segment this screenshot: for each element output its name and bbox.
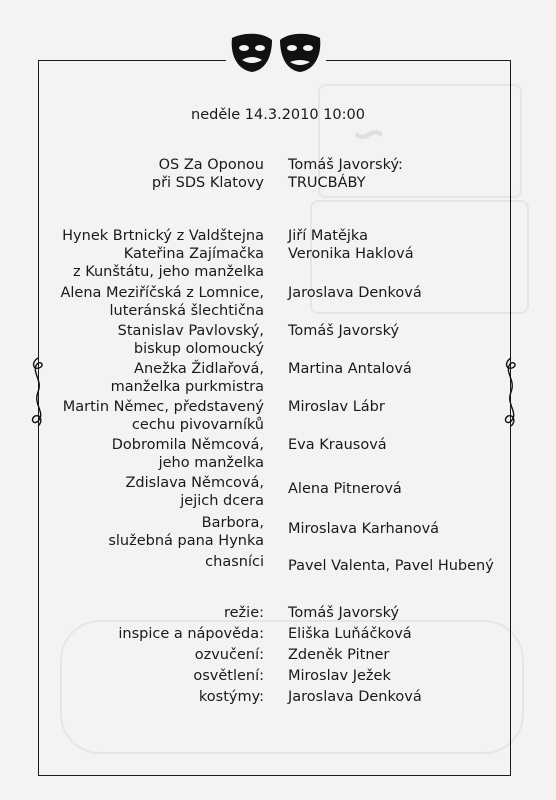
troupe-name: OS Za Oponou při SDS Klatovy xyxy=(151,157,264,191)
cast-actor: Pavel Valenta, Pavel Hubený xyxy=(288,558,494,574)
cast-actor: Alena Pitnerová xyxy=(288,481,402,497)
cast-role: Dobromila Němcová, jeho manželka xyxy=(111,437,264,471)
crew-role: režie: xyxy=(223,605,264,621)
cast-actor: Eva Krausová xyxy=(288,437,387,453)
crew-role: osvětlení: xyxy=(193,668,264,684)
cast-role: Zdislava Němcová, jejich dcera xyxy=(125,475,264,509)
crew-name: Eliška Luňáčková xyxy=(288,626,412,642)
cast-role: Anežka Židlařová, manželka purkmistra xyxy=(110,361,264,395)
cast-actor: Miroslav Lábr xyxy=(288,399,385,415)
cast-role: chasníci xyxy=(205,554,264,570)
cast-actor: Jaroslava Denková xyxy=(288,285,422,301)
play-title: Tomáš Javorský: TRUCBÁBY xyxy=(288,157,403,191)
scroll-ornament-icon xyxy=(502,356,520,428)
cast-role: Martin Němec, představený cechu pivovarníků xyxy=(62,399,264,433)
cast-role: Hynek Brtnický z Valdštejna xyxy=(62,228,264,244)
cast-role: Kateřina Zajímačka z Kunštátu, jeho manželka xyxy=(72,246,264,280)
cast-actor: Tomáš Javorský xyxy=(288,323,400,339)
cast-actor: Martina Antalová xyxy=(288,361,412,377)
cast-role: Barbora, služebná pana Hynka xyxy=(108,515,264,549)
theatre-masks-icon xyxy=(226,32,326,74)
crew-role: kostýmy: xyxy=(198,689,264,705)
cast-actor: Miroslava Karhanová xyxy=(288,521,440,537)
crew-name: Zdeněk Pitner xyxy=(288,647,390,663)
crew-role: ozvučení: xyxy=(194,647,264,663)
cast-actor: Veronika Haklová xyxy=(288,246,414,262)
cast-actor: Jiří Matějka xyxy=(288,228,368,244)
performance-date: neděle 14.3.2010 10:00 xyxy=(191,107,365,123)
crew-role: inspice a nápověda: xyxy=(118,626,264,642)
crew-name: Tomáš Javorský xyxy=(288,605,400,621)
cast-role: Alena Meziříčská z Lomnice, luteránská šlechtična xyxy=(60,285,264,319)
bleed-through-mark: ∽ xyxy=(349,108,389,159)
crew-name: Jaroslava Denková xyxy=(288,689,422,705)
cast-role: Stanislav Pavlovský, biskup olomoucký xyxy=(117,323,264,357)
scroll-ornament-icon xyxy=(29,356,47,428)
crew-name: Miroslav Ježek xyxy=(288,668,391,684)
